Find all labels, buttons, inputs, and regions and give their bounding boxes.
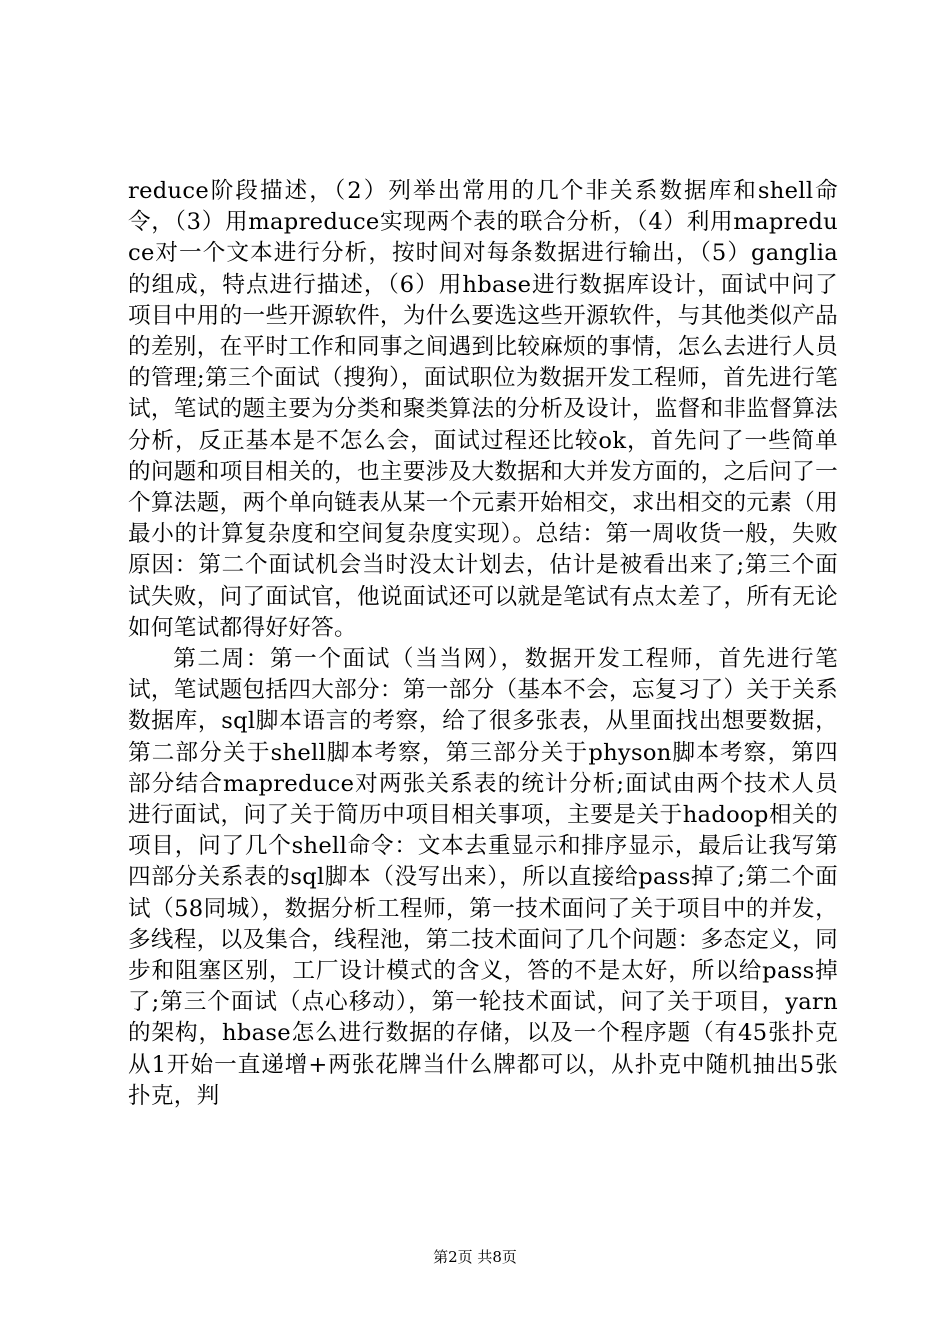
paragraph-continuation: reduce阶段描述，（2）列举出常用的几个非关系数据库和shell命令，（3）用mapreduce实现两个表的联合分析，（4）利用mapreduce对一个文本进行分析，按时间对每条数据进行输出，（5）ganglia的组成，特点进行描述，（6）用hbase进行数据库设计，面试中问了项目中用的一些开源软件，为什么要选这些开源软件，与其他类似产品的差别，在平时工作和同事之间遇到比较麻烦的事情，怎么去进行人员的管理;第三个面试（搜狗），面试职位为数据开发工程师，首先进行笔试，笔试的题主要为分类和聚类算法的分析及设计，监督和非监督算法分析，反正基本是不怎么会，面试过程还比较ok，首先问了一些简单的问题和项目相关的，也主要涉及大数据和大并发方面的，之后问了一个算法题，两个单向链表从某一个元素开始相交，求出相交的元素（用最小的计算复杂度和空间复杂度实现）。总结：第一周收货一般，失败原因：第二个面试机会当时没太计划去，估计是被看出来了;第三个面试失败，问了面试官，他说面试还可以就是笔试有点太差了，所有无论如何笔试都得好好答。 (128, 178, 838, 641)
document-body (128, 176, 838, 1112)
page-footer: 第2页 共8页 (433, 1248, 517, 1266)
paragraph-week-two: 第二周：第一个面试（当当网），数据开发工程师，首先进行笔试，笔试题包括四大部分：第一部分（基本不会，忘复习了）关于关系数据库，sql脚本语言的考察，给了很多张表，从里面找出想要数据，第二部分关于shell脚本考察，第三部分关于physon脚本考察，第四部分结合mapreduce对两张关系表的统计分析;面试由两个技术人员进行面试，问了关于简历中项目相关事项，主要是关于hadoop相关的项目，问了几个shell命令：文本去重显示和排序显示，最后让我写第四部分关系表的sql脚本（没写出来），所以直接给pass掉了;第二个面试（58同城），数据分析工程师，第一技术面问了关于项目中的并发，多线程，以及集合，线程池，第二技术面问了几个问题：多态定义，同步和阻塞区别，工厂设计模式的含义，答的不是太好，所以给pass掉了;第三个面试（点心移动），第一轮技术面试，问了关于项目，yarn的架构，hbase怎么进行数据的存储，以及一个程序题（有45张扑克从1开始一直递增+两张花牌当什么牌都可以，从扑克中随机抽出5张扑克，判 (128, 646, 838, 1109)
